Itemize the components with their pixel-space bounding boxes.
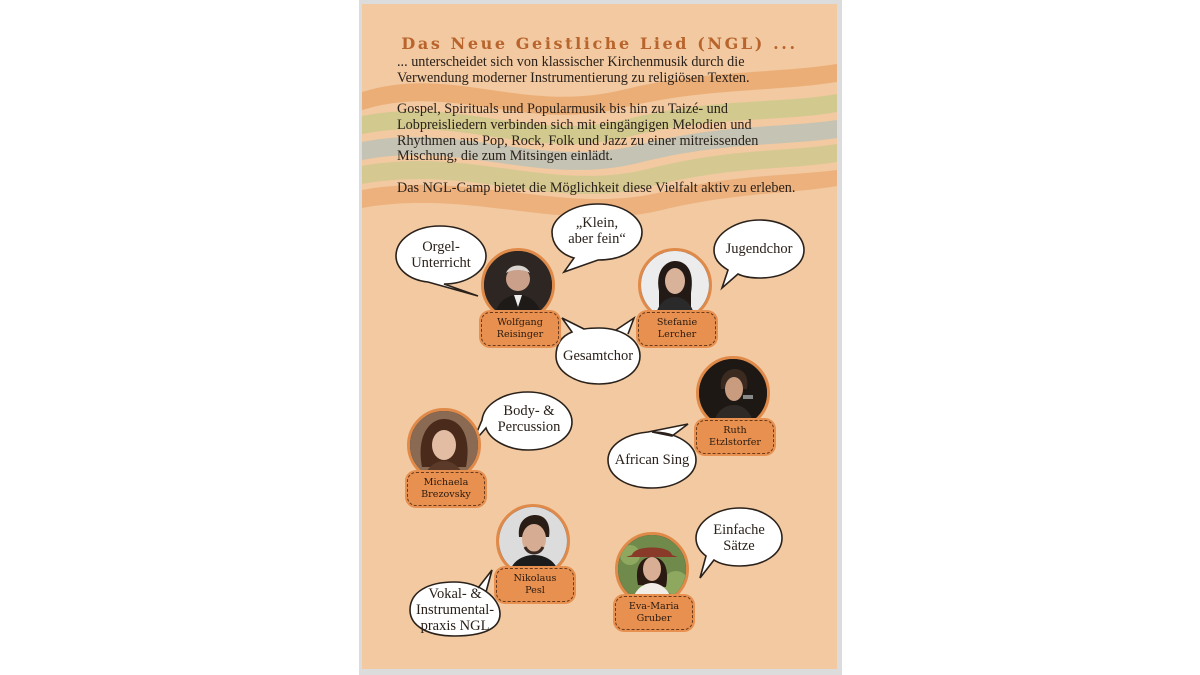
bubble-gesamtchor: Gesamtchor [562, 348, 634, 364]
genres-paragraph: Gospel, Spirituals und Popularmusik bis hin zu Taizé- und Lobpreisliedern verbinden sich mit eingängigen Melodien und Rhythmen aus Pop, Rock, Folk und Jazz zu einer mitreissenden Mischung, die zum Mitsingen einlädt. [397, 101, 759, 165]
name-tag-nikolaus-pesl: Nikolaus Pesl [496, 568, 574, 602]
bubble-vokal-instrumental: Vokal- & Instrumental- praxis NGL [415, 586, 495, 634]
intro-paragraph: ... unterscheidet sich von klassischer Kirchenmusik durch die Verwendung moderner Instrumentierung zu religiösen Texten. [397, 54, 750, 86]
camp-paragraph: Das NGL-Camp bietet die Möglichkeit diese Vielfalt aktiv zu erleben. [397, 180, 796, 196]
avatar-michaela-brezovsky [407, 408, 481, 482]
avatar-wolfgang-reisinger [481, 248, 555, 322]
name-tag-ruth-etzlstorfer: Ruth Etzlstorfer [696, 420, 774, 454]
bubble-jugendchor: Jugendchor [725, 241, 793, 257]
speech-bubbles [362, 4, 837, 669]
avatar-eva-maria-gruber [615, 532, 689, 606]
flyer-poster [362, 4, 837, 669]
page-title: Das Neue Geistliche Lied (NGL) ... [401, 34, 798, 53]
bubble-klein-aber-fein: „Klein, aber fein“ [568, 215, 626, 247]
name-tag-eva-maria-gruber: Eva-Maria Gruber [615, 596, 693, 630]
name-tag-michaela-brezovsky: Michaela Brezovsky [407, 472, 485, 506]
avatar-stefanie-lercher [638, 248, 712, 322]
avatar-ruth-etzlstorfer [696, 356, 770, 430]
name-tag-wolfgang-reisinger: Wolfgang Reisinger [481, 312, 559, 346]
bubble-african-sing: African Sing [614, 452, 690, 468]
name-tag-stefanie-lercher: Stefanie Lercher [638, 312, 716, 346]
bubble-body-percussion: Body- & Percussion [497, 403, 561, 435]
avatar-nikolaus-pesl [496, 504, 570, 578]
bubble-orgel: Orgel- Unterricht [411, 239, 471, 271]
bubble-einfache-saetze: Einfache Sätze [713, 522, 765, 554]
